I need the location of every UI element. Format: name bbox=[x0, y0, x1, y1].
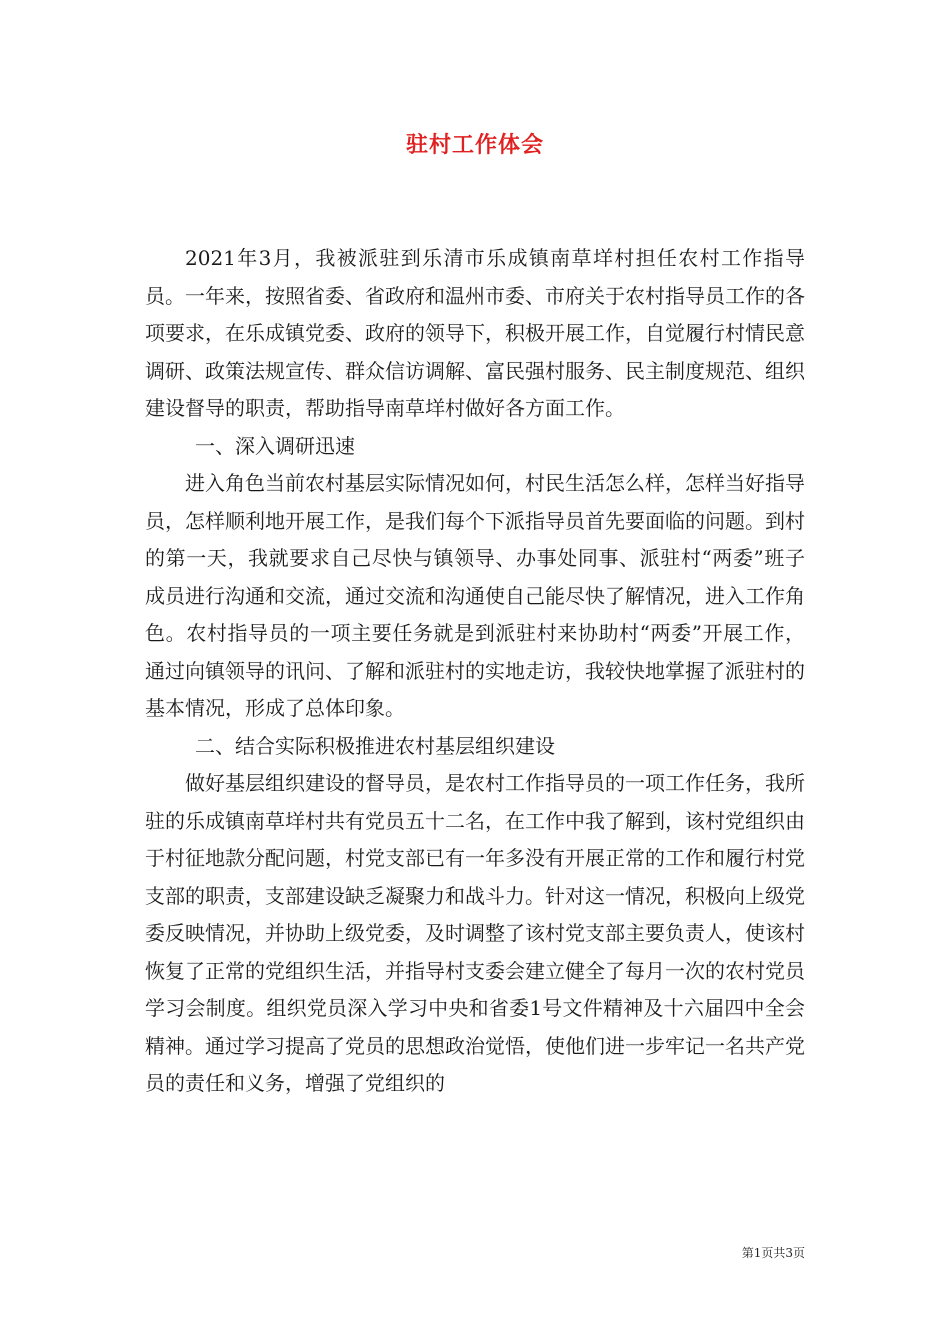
document-body bbox=[145, 240, 805, 1103]
paragraph-intro: 2021年3月，我被派驻到乐清市乐成镇南草垟村担任农村工作指导员。一年来，按照省委、省政府和温州市委、市府关于农村指导员工作的各项要求，在乐成镇党委、政府的领导下，积极开展工作，自觉履行村情民意调研、政策法规宣传、群众信访调解、富民强村服务、民主制度规范、组织建设督导的职责，帮助指导南草垟村做好各方面工作。 bbox=[145, 246, 805, 420]
section-heading-2: 二、结合实际积极推进农村基层组织建设 bbox=[195, 733, 555, 758]
section-heading-1: 一、深入调研迅速 bbox=[195, 433, 355, 458]
paragraph-section-1: 进入角色当前农村基层实际情况如何，村民生活怎么样，怎样当好指导员，怎样顺利地开展工作，是我们每个下派指导员首先要面临的问题。到村的第一天，我就要求自己尽快与镇领导、办事处同事、派驻村“两委”班子成员进行沟通和交流，通过交流和沟通使自己能尽快了解情况，进入工作角色。农村指导员的一项主要任务就是到派驻村来协助村“两委”开展工作，通过向镇领导的讯问、了解和派驻村的实地走访，我较快地掌握了派驻村的基本情况，形成了总体印象。 bbox=[145, 471, 805, 720]
page-number: 第1页共3页 bbox=[741, 1246, 805, 1260]
paragraph-section-2: 做好基层组织建设的督导员，是农村工作指导员的一项工作任务，我所驻的乐成镇南草垟村共有党员五十二名，在工作中我了解到，该村党组织由于村征地款分配问题，村党支部已有一年多没有开展正常的工作和履行村党支部的职责，支部建设缺乏凝聚力和战斗力。针对这一情况，积极向上级党委反映情况，并协助上级党委，及时调整了该村党支部主要负责人，使该村恢复了正常的党组织生活，并指导村支委会建立健全了每月一次的农村党员学习会制度。组织党员深入学习中央和省委1号文件精神及十六届四中全会精神。通过学习提高了党员的思想政治觉悟，使他们进一步牢记一名共产党员的责任和义务，增强了党组织的 bbox=[145, 771, 805, 1095]
document-title: 驻村工作体会 bbox=[405, 133, 544, 158]
